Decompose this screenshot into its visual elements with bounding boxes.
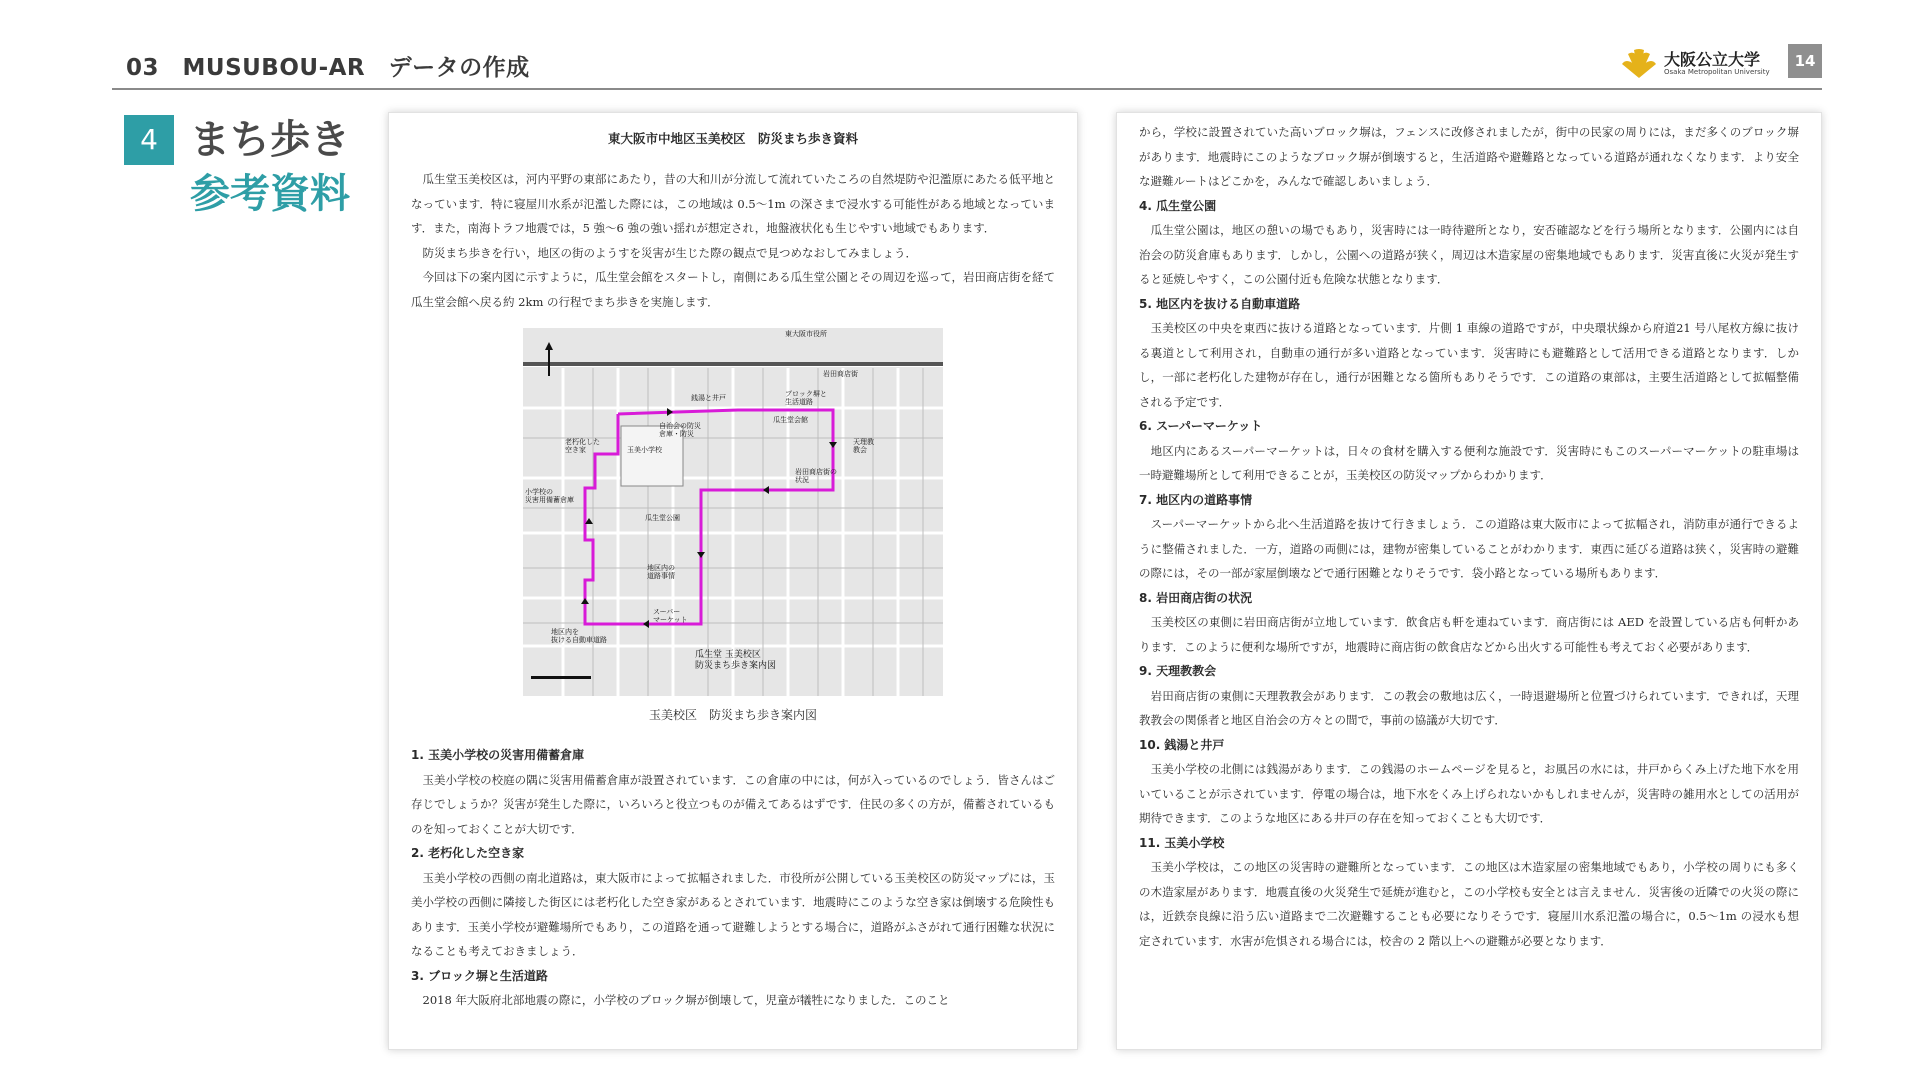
document-title: 東大阪市中地区玉美校区 防災まち歩き資料 bbox=[607, 131, 858, 146]
map-label: 瓜生堂公園 bbox=[645, 514, 680, 522]
section-number-badge: 4 bbox=[124, 115, 174, 165]
section-body: 2018 年大阪府北部地震の際に，小学校のブロック塀が倒壊して，児童が犠牲になりました．このこと bbox=[411, 993, 950, 1007]
intro-paragraph: 瓜生堂玉美校区は，河内平野の東部にあたり，昔の大和川が分流して流れていたころの自然堤防や氾濫原にあたる低平地となっています．特に寝屋川水系が氾濫した際には，この地域は 0.5〜1m の深さまで浸水する可能性がある地域となっています．また，南海トラフ地震では，5 強〜6 強の強い揺れが想定され，地盤液状化も生じやすい地域でもあります． bbox=[411, 172, 1055, 235]
map-label: 地区内の 道路事情 bbox=[647, 564, 675, 580]
section-title: まち歩き bbox=[190, 117, 350, 163]
slide-title: 03 MUSUBOU-AR データの作成 bbox=[126, 55, 530, 81]
map-label: 天理教 教会 bbox=[853, 438, 874, 454]
route-map bbox=[523, 328, 943, 696]
map-label: 老朽化した 空き家 bbox=[565, 438, 600, 454]
map-legend bbox=[695, 650, 776, 672]
section-heading: 7. 地区内の道路事情 bbox=[1139, 492, 1253, 507]
section-body: 玉美校区の中央を東西に抜ける道路となっています．片側 1 車線の道路ですが，中央環状線から府道21 号八尾枚方線に抜ける裏道として利用され，自動車の通行が多い道路となっています．災害時にも避難路として活用できる道路となります．しかし，一部に老朽化した建物が存在し，通行が困難となる箇所もありそうです．この道路の東部は，主要生活道路として拡幅整備される予定です． bbox=[1139, 321, 1799, 409]
document-page-left bbox=[388, 112, 1078, 1050]
document-page-right bbox=[1116, 112, 1822, 1050]
section-heading: 8. 岩田商店街の状況 bbox=[1139, 590, 1253, 605]
section-heading: 1. 玉美小学校の災害用備蓄倉庫 bbox=[411, 748, 585, 762]
section-heading: 11. 玉美小学校 bbox=[1139, 835, 1225, 850]
section-heading: 9. 天理教教会 bbox=[1139, 664, 1217, 678]
logo-english-name: Osaka Metropolitan University bbox=[1664, 68, 1770, 76]
section-body: 瓜生堂公園は，地区の憩いの場でもあり，災害時には一時待避所となり，安否確認などを行う場所となります．公園内には自治会の防災倉庫もあります．しかし，公園への道路が狭く，周辺は木造家屋の密集地域でもあります．災害直後に火災が発生すると延焼しやすく，この公園付近も危険な状態となります． bbox=[1139, 223, 1799, 286]
map-label: スーパー マーケット bbox=[653, 608, 688, 624]
map-label: 小学校の 災害用備蓄倉庫 bbox=[525, 488, 574, 504]
map-legend-line: 瓜生堂 玉美校区 bbox=[695, 650, 761, 660]
section-heading: 10. 銭湯と井戸 bbox=[1139, 737, 1225, 752]
section-body: 玉美小学校の北側には銭湯があります．この銭湯のホームページを見ると，お風呂の水には，井戸からくみ上げた地下水を用いていることが示されています．停電の場合は，地下水をくみ上げられないかもしれませんが，災害時の雑用水としての活用が期待できます．このような地区にある井戸の存在を知っておくことも大切です． bbox=[1139, 762, 1799, 825]
intro-paragraph: 今回は下の案内図に示すように，瓜生堂会館をスタートし，南側にある瓜生堂公園とその周辺を巡って，岩田商店街を経て瓜生堂会館へ戻る約 2km の行程でまち歩きを実施します． bbox=[411, 270, 1055, 309]
section-body: 岩田商店街の東側に天理教教会があります．この教会の敷地は広く，一時退避場所と位置づけられています．できれば，天理教教会の関係者と地区自治会の方々との間で，事前の協議が大切です． bbox=[1139, 688, 1799, 727]
intro-paragraph: 防災まち歩きを行い，地区の街のようすを災害が生じた際の観点で見つめなおしてみましょう． bbox=[411, 245, 917, 260]
page-number-badge: 14 bbox=[1788, 44, 1822, 78]
ginkgo-leaf-icon bbox=[1620, 48, 1658, 80]
map-label: 岩田商店街の 状況 bbox=[795, 468, 837, 484]
section-heading: 2. 老朽化した空き家 bbox=[411, 846, 525, 860]
map-label: 瓜生堂会館 bbox=[773, 416, 808, 424]
section-body: 玉美小学校の校庭の隅に災害用備蓄倉庫が設置されています．この倉庫の中には，何が入っているのでしょう．皆さんはご存じでしょうか？災害が発生した際に，いろいろと役立つものが備えてあるはずです．住民の多くの方が，備蓄されているものを知っておくことが大切です． bbox=[411, 772, 1055, 836]
section-body: 地区内にあるスーパーマーケットは，日々の食材を購入する便利な施設です．災害時にもこのスーパーマーケットの駐車場は一時避難場所として利用できることが，玉美校区の防災マップからわかります． bbox=[1139, 443, 1799, 482]
section-body: 玉美小学校は，この地区の災害時の避難所となっています．この地区は木造家屋の密集地域でもあり，小学校の周りにも多くの木造家屋があります．地震直後の火災発生で延焼が進むと，この小学校も安全とは言えません．災害後の近隣での火災の際には，近鉄奈良線に沿う広い道路まで二次避難することも必要になりそうです．寝屋川水系氾濫の場合に，0.5〜1m の浸水も想定されています．水害が危惧される場合には，校舎の 2 階以上への避難が必要となります． bbox=[1139, 860, 1799, 948]
map-label: 玉美小学校 bbox=[627, 446, 662, 454]
logo-wordmark: 大阪公立大学 bbox=[1664, 50, 1761, 69]
map-caption: 玉美校区 防災まち歩き案内図 bbox=[648, 708, 817, 722]
map-label: ブロック塀と 生活道路 bbox=[785, 390, 827, 406]
section-body: 玉美校区の東側に岩田商店街が立地しています．飲食店も軒を連ねています．商店街には AED を設置している店も何軒かあります．このように便利な場所ですが，地震時に商店街の飲食店などから出火する可能性も考えておく必要があります． bbox=[1139, 615, 1799, 654]
continued-paragraph: から，学校に設置されていた高いブロック塀は，フェンスに改修されましたが，街中の民家の周りには，まだ多くのブロック塀があります．地震時にこのようなブロック塀が倒壊すると，生活道路や避難路となっている道路が通れなくなります．より安全な避難ルートはどこかを，みんなで確認しあいましょう． bbox=[1139, 125, 1799, 188]
map-label: 地区内を 抜ける自動車道路 bbox=[551, 628, 607, 644]
map-label: 銭湯と井戸 bbox=[691, 394, 726, 402]
section-body: スーパーマーケットから北へ生活道路を抜けて行きましょう．この道路は東大阪市によって拡幅され，消防車が通行できるように整備されました．一方，道路の両側には，建物が密集していることがわかります．東西に延びる道路は狭く，災害時の避難の際には，その一部が家屋倒壊などで通行困難となりそうです．袋小路となっている場所もあります． bbox=[1139, 517, 1799, 580]
section-heading: 6. スーパーマーケット bbox=[1139, 419, 1263, 433]
university-logo bbox=[1620, 47, 1800, 81]
section-heading: 4. 瓜生堂公園 bbox=[1139, 198, 1217, 213]
map-label: 自治会の防災 倉庫・防災 bbox=[659, 422, 701, 438]
map-label: 東大阪市役所 bbox=[785, 330, 827, 338]
map-legend-line: 防災まち歩き案内図 bbox=[695, 661, 777, 671]
section-subtitle: 参考資料 bbox=[190, 171, 350, 217]
map-label: 岩田商店街 bbox=[823, 370, 858, 378]
section-heading: 5. 地区内を抜ける自動車道路 bbox=[1139, 296, 1301, 311]
section-heading: 3. ブロック塀と生活道路 bbox=[411, 968, 548, 983]
section-body: 玉美小学校の西側の南北道路は，東大阪市によって拡幅されました．市役所が公開している玉美校区の防災マップには，玉美小学校の西側に隣接した街区には老朽化した空き家があるとされています．地震時にこのような空き家は倒壊する危険性もあります．玉美小学校が避難場所でもあり，この道路を通って避難しようとする場合に，道路がふさがれて通行困難な状況になることも考えておきましょう． bbox=[411, 870, 1055, 958]
slide-header bbox=[112, 40, 1822, 90]
